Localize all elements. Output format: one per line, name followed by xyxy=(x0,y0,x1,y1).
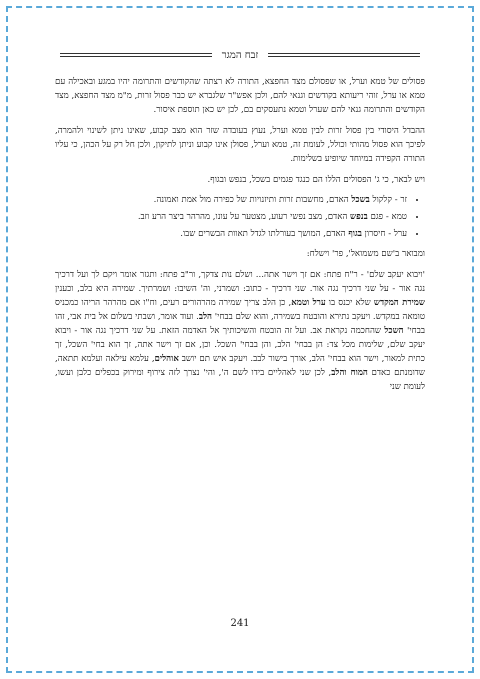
quote-paragraph xyxy=(55,269,425,394)
header-rule-left xyxy=(60,53,212,57)
bullet-sep: - קלקול xyxy=(369,195,401,206)
quote-text: שהחכמה נקראת אב. ועל זה הובטח והשיכותיך אל האדמה הזאת. על שני דרכיך נגה אור - ויבוא יעקב שלם, שלימות מכל צד: הן בבחי' הלב, והן בבחי' השכל. וכן, אם זך וישר אתה, זך הוא בחי' השכל, זך כתית למאור, וישר הוא בבחי' הלב, אורך בישור לבב. ויעקב איש תם יושב xyxy=(55,325,425,364)
bullet-term: ערל xyxy=(393,229,407,240)
bullet-bold: בגוף xyxy=(348,229,362,240)
quote-bold: ערל וטמא xyxy=(291,297,326,308)
bullet-bold: בשכל xyxy=(351,195,370,206)
page-body xyxy=(55,76,425,401)
bullet-item-zar xyxy=(55,194,407,208)
quote-text: , לכן שני לאהליים בידו לשם ה', והי' נצרך לזה צירוף ומירוק בכפלים כלבן ועשו, לעומת שני xyxy=(55,367,425,392)
bullet-item-arel xyxy=(55,228,407,242)
quote-text: , עלמא עילאה ועלמא תתאה, שדומנתם כאדם xyxy=(55,353,425,378)
quote-bold: שמירת המקדש xyxy=(373,297,425,308)
page-number: 241 xyxy=(230,618,250,629)
bullet-rest: האדם, מחשבות זרות ותיזנויות של כפירה מול אמת ואמונה. xyxy=(153,195,352,206)
bullet-term: זר xyxy=(400,195,407,206)
paragraph-2: ההבדל היסודי בין פסול זרות לבין טמא וערל, נעוץ בעובדה שזר הוא מצב קבוע, שאינו ניתן לשינוי ולהמרה, לפיכך הוא פסול מהותי וכולל, לעומת זה, טמא וערל, פסולן אינו קבוע וניתן לתיקון, ולכן חל רק על הכהן, כי עליו התורה הקפידה במיוחד שיופיע בשלימות. xyxy=(55,125,425,164)
bullet-term: טמא xyxy=(391,212,407,223)
bullet-item-tame xyxy=(55,211,407,225)
quote-bold: השכל xyxy=(384,325,404,336)
quote-text: 'ויבוא יעקב שלם' - ר"ח פתח: אם זך וישר אתה... ושלם נות צדקך, ור"ב פתח: ותגזר אומר ויקם לך ועל דרכיך נגה אור - על שני דרכיך נגה אור. שני דרכיך - כתוב: ושמרני, וה' השיבו: ושמרתיך. שמירה היא בלב, וכענין xyxy=(55,270,425,295)
quote-text: , כן הלב צריך שמירה מהרהורים רעים, וח"ו אם מהרהר הריהו כמכניס טומאה במקדש. ויעקב נתירא והובטח בשמירה, והוא שלם בבחי' xyxy=(55,297,426,322)
header-rule-right xyxy=(268,53,420,57)
source-line: ומבואר ב'שם משמואל', פר' וישלח: xyxy=(306,249,425,260)
quote-text: . ועוד אומר, ושבתי בשלום אל בית אבי, זהו בבחי' xyxy=(55,311,425,336)
quote-text: שלא יכנס בו xyxy=(325,297,374,308)
header-title: זבח המגר xyxy=(221,49,259,61)
paragraph-3: ויש לבאר, כי ג' הפסולים הללו הם כנגד פגמים בשכל, בנפש ובגוף. xyxy=(207,174,425,185)
quote-bold: הלב xyxy=(198,311,212,322)
bullet-bold: בנפש xyxy=(350,212,368,223)
bullet-sep: - פגם xyxy=(367,212,392,223)
bullet-list xyxy=(55,194,425,242)
quote-bold: אוהלים xyxy=(154,353,179,364)
bullet-sep: - חיסרון xyxy=(361,229,394,240)
bullet-rest: האדם, מצב נפשי רעוע, מצטער על עונו, מהרהר ביצר הרע וזב. xyxy=(137,212,351,223)
running-header xyxy=(60,44,420,66)
quote-bold: המוח והלב xyxy=(331,367,368,378)
bullet-rest: האדם, המושך בעורלתו לגדל תאוות הבשרים שבו. xyxy=(180,229,349,240)
paragraph-1: פסולים של טמא וערל, או שפסולם מצד החפצא, התורה לא רצתה שהקודשים והתרומה יהיו במגע ובאכילה עם טמא או ערל, זוהי ריעותא בקודשים וגנאי להם, ולכן אפש"ר שלגברא יש כבר פסול זרות, מ"מ מצד החפצא, מצד הקודשים והתרומה גנאי להם שערל וטמא נתעסקים בם, לכן יש כאן תוספת איסור. xyxy=(55,77,425,115)
